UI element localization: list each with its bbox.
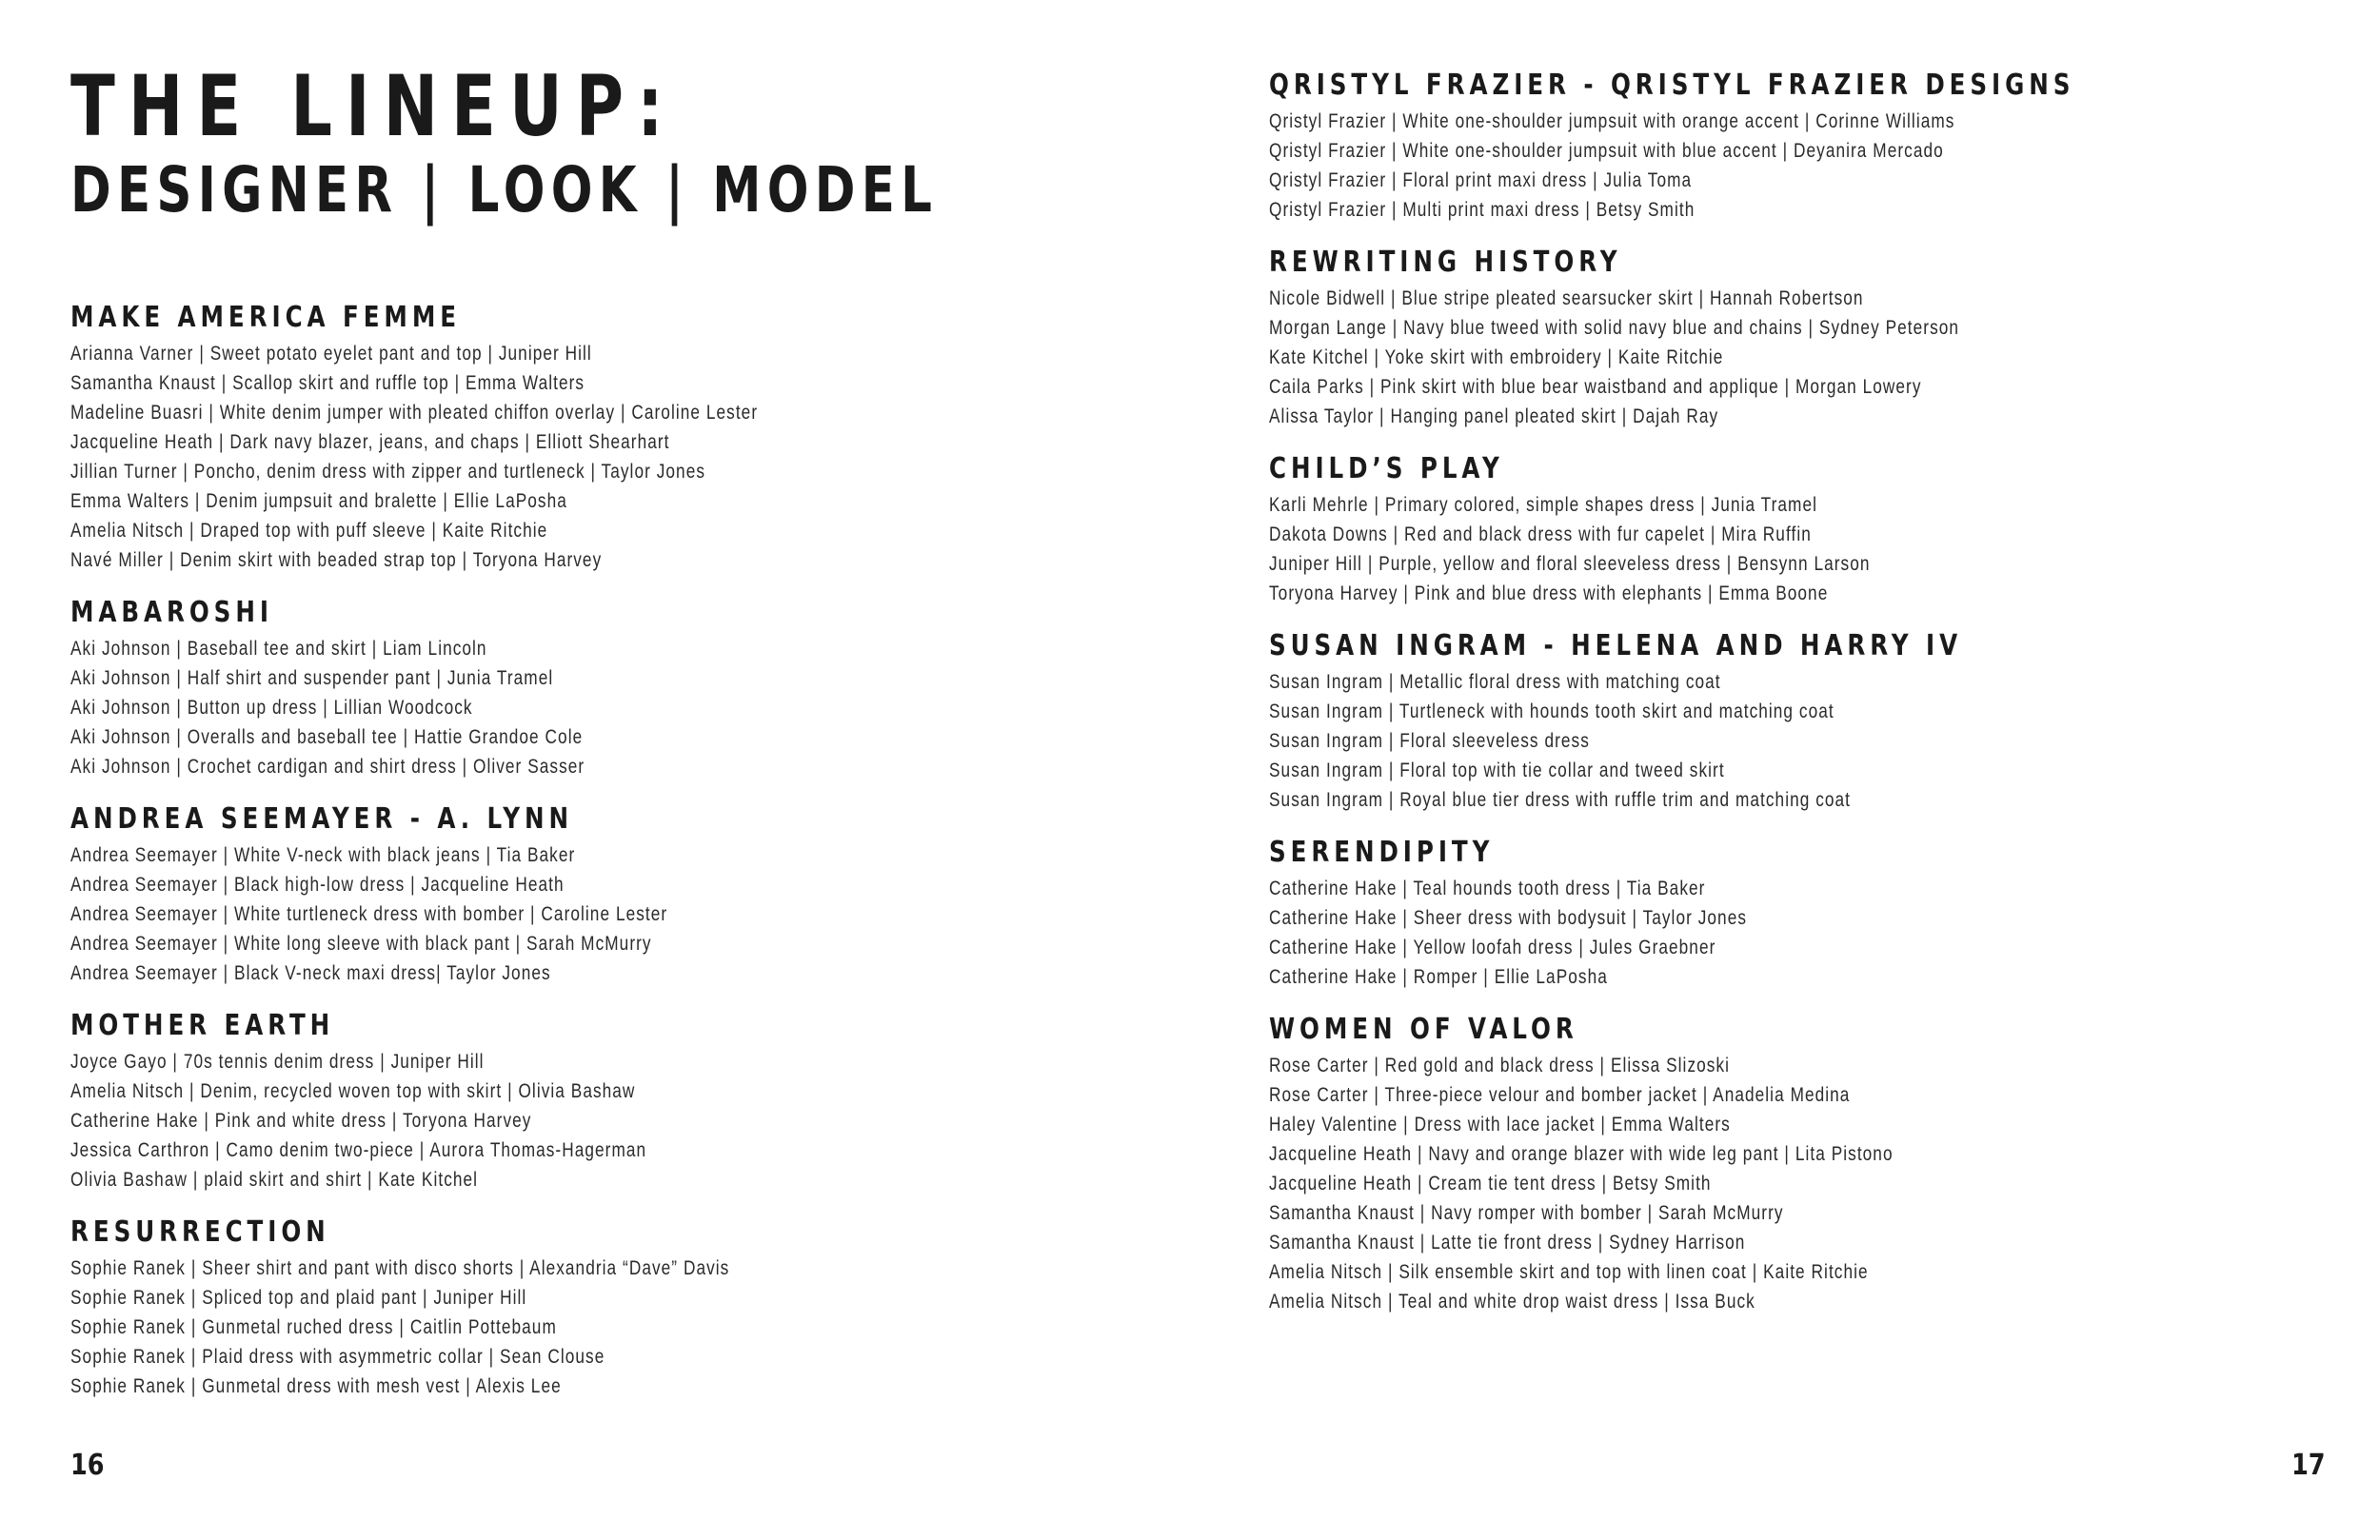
lineup-entry: Amelia Nitsch | Denim, recycled woven top with skirt | Olivia Bashaw [70, 1080, 636, 1102]
lineup-entry: Juniper Hill | Purple, yellow and floral sleeveless dress | Bensynn Larson [1269, 553, 1871, 575]
lineup-entry: Joyce Gayo | 70s tennis denim dress | Juniper Hill [70, 1051, 485, 1073]
lineup-entry: Susan Ingram | Metallic floral dress with matching coat [1269, 671, 1721, 693]
section-title: SUSAN INGRAM - HELENA AND HARRY IV [1269, 629, 1963, 662]
lineup-entry: Haley Valentine | Dress with lace jacket | Emma Walters [1269, 1114, 1731, 1135]
lineup-entry: Susan Ingram | Turtleneck with hounds tooth skirt and matching coat [1269, 701, 1835, 722]
lineup-entry: Sophie Ranek | Sheer shirt and pant with disco shorts | Alexandria “Dave” Davis [70, 1257, 730, 1279]
section-title: QRISTYL FRAZIER - QRISTYL FRAZIER DESIGNS [1269, 69, 2075, 102]
lineup-entry: Sophie Ranek | Gunmetal dress with mesh vest | Alexis Lee [70, 1375, 562, 1397]
lineup-entry: Nicole Bidwell | Blue stripe pleated searsucker skirt | Hannah Robertson [1269, 287, 1864, 309]
page-subtitle: DESIGNER | LOOK | MODEL [70, 153, 939, 227]
lineup-entry: Jacqueline Heath | Cream tie tent dress | Betsy Smith [1269, 1173, 1712, 1194]
lineup-section [70, 594, 1118, 781]
lineup-entry: Qristyl Frazier | White one-shoulder jumpsuit with blue accent | Deyanira Mercado [1269, 140, 1944, 162]
lineup-entry: Qristyl Frazier | White one-shoulder jumpsuit with orange accent | Corinne Williams [1269, 110, 1955, 132]
lineup-entry: Sophie Ranek | Spliced top and plaid pant | Juniper Hill [70, 1287, 527, 1309]
lineup-entry: Amelia Nitsch | Teal and white drop waist dress | Issa Buck [1269, 1291, 1755, 1313]
section-title: RESURRECTION [70, 1215, 330, 1249]
lineup-entry: Susan Ingram | Floral sleeveless dress [1269, 730, 1590, 752]
lineup-section [1269, 834, 2316, 992]
lineup-entry: Dakota Downs | Red and black dress with fur capelet | Mira Ruffin [1269, 523, 1812, 545]
lineup-section [70, 299, 1118, 575]
lineup-entry: Karli Mehrle | Primary colored, simple shapes dress | Junia Tramel [1269, 494, 1817, 516]
lineup-entry: Rose Carter | Three-piece velour and bomber jacket | Anadelia Medina [1269, 1084, 1851, 1106]
lineup-entry: Madeline Buasri | White denim jumper with pleated chiffon overlay | Caroline Lester [70, 402, 759, 424]
lineup-entry: Caila Parks | Pink skirt with blue bear waistband and applique | Morgan Lowery [1269, 376, 1922, 398]
lineup-entry: Catherine Hake | Romper | Ellie LaPosha [1269, 966, 1608, 988]
lineup-entry: Andrea Seemayer | Black high-low dress | Jacqueline Heath [70, 874, 565, 896]
lineup-entry: Aki Johnson | Crochet cardigan and shirt dress | Oliver Sasser [70, 756, 585, 778]
lineup-entry: Samantha Knaust | Navy romper with bomber | Sarah McMurry [1269, 1202, 1784, 1224]
lineup-entry: Sophie Ranek | Plaid dress with asymmetric collar | Sean Clouse [70, 1346, 605, 1368]
section-title: MABAROSHI [70, 596, 273, 629]
lineup-section [1269, 627, 2316, 815]
lineup-entry: Rose Carter | Red gold and black dress | Elissa Slizoski [1269, 1055, 1731, 1076]
lineup-entry: Aki Johnson | Baseball tee and skirt | Liam Lincoln [70, 638, 487, 660]
lineup-entry: Aki Johnson | Overalls and baseball tee | Hattie Grandoe Cole [70, 726, 584, 748]
lineup-section [1269, 1011, 2316, 1316]
lineup-section [1269, 67, 2316, 225]
lineup-entry: Andrea Seemayer | White V-neck with black jeans | Tia Baker [70, 844, 576, 866]
page-title: THE LINEUP: [70, 57, 677, 155]
lineup-entry: Amelia Nitsch | Draped top with puff sleeve | Kaite Ritchie [70, 520, 548, 542]
lineup-entry: Samantha Knaust | Latte tie front dress | Sydney Harrison [1269, 1232, 1746, 1254]
lineup-entry: Kate Kitchel | Yoke skirt with embroidery | Kaite Ritchie [1269, 346, 1724, 368]
lineup-entry: Jacqueline Heath | Navy and orange blazer with wide leg pant | Lita Pistono [1269, 1143, 1894, 1165]
lineup-entry: Qristyl Frazier | Multi print maxi dress | Betsy Smith [1269, 199, 1696, 221]
lineup-entry: Aki Johnson | Half shirt and suspender pant | Junia Tramel [70, 667, 554, 689]
lineup-entry: Qristyl Frazier | Floral print maxi dress | Julia Toma [1269, 169, 1693, 191]
lineup-entry: Susan Ingram | Royal blue tier dress with ruffle trim and matching coat [1269, 789, 1852, 811]
lineup-entry: Catherine Hake | Teal hounds tooth dress | Tia Baker [1269, 878, 1706, 899]
page-number-left: 16 [70, 1449, 105, 1482]
right-lineup-column [1269, 67, 2316, 1335]
lineup-entry: Andrea Seemayer | White long sleeve with black pant | Sarah McMurry [70, 933, 652, 955]
lineup-entry: Samantha Knaust | Scallop skirt and ruffle top | Emma Walters [70, 372, 585, 394]
lineup-section [70, 800, 1118, 988]
section-title: CHILD’S PLAY [1269, 452, 1504, 485]
lineup-section [70, 1214, 1118, 1401]
section-title: WOMEN OF VALOR [1269, 1013, 1578, 1046]
section-title: REWRITING HISTORY [1269, 246, 1622, 279]
lineup-entry: Olivia Bashaw | plaid skirt and shirt | Kate Kitchel [70, 1169, 479, 1191]
lineup-entry: Sophie Ranek | Gunmetal ruched dress | Caitlin Pottebaum [70, 1316, 557, 1338]
lineup-entry: Catherine Hake | Pink and white dress | Toryona Harvey [70, 1110, 532, 1132]
lineup-entry: Morgan Lange | Navy blue tweed with solid navy blue and chains | Sydney Peterson [1269, 317, 1960, 339]
lineup-entry: Alissa Taylor | Hanging panel pleated skirt | Dajah Ray [1269, 405, 1719, 427]
page-number-right: 17 [2291, 1449, 2326, 1482]
section-title: MOTHER EARTH [70, 1009, 335, 1042]
lineup-entry: Jillian Turner | Poncho, denim dress with zipper and turtleneck | Taylor Jones [70, 461, 706, 483]
section-title: MAKE AMERICA FEMME [70, 301, 461, 334]
left-lineup-column [70, 299, 1118, 1420]
lineup-entry: Jessica Carthron | Camo denim two-piece | Aurora Thomas-Hagerman [70, 1139, 647, 1161]
section-title: ANDREA SEEMAYER - A. LYNN [70, 802, 574, 836]
lineup-entry: Jacqueline Heath | Dark navy blazer, jeans, and chaps | Elliott Shearhart [70, 431, 670, 453]
lineup-entry: Amelia Nitsch | Silk ensemble skirt and top with linen coat | Kaite Ritchie [1269, 1261, 1869, 1283]
lineup-section [70, 1007, 1118, 1194]
lineup-entry: Toryona Harvey | Pink and blue dress with elephants | Emma Boone [1269, 582, 1829, 604]
lineup-entry: Catherine Hake | Sheer dress with bodysuit | Taylor Jones [1269, 907, 1748, 929]
lineup-entry: Catherine Hake | Yellow loofah dress | Jules Graebner [1269, 937, 1716, 958]
lineup-entry: Andrea Seemayer | White turtleneck dress with bomber | Caroline Lester [70, 903, 668, 925]
lineup-entry: Susan Ingram | Floral top with tie collar and tweed skirt [1269, 760, 1725, 781]
right-page [1190, 0, 2380, 1540]
lineup-entry: Aki Johnson | Button up dress | Lillian Woodcock [70, 697, 473, 719]
lineup-section [1269, 450, 2316, 608]
lineup-entry: Arianna Varner | Sweet potato eyelet pant and top | Juniper Hill [70, 343, 592, 365]
lineup-entry: Navé Miller | Denim skirt with beaded strap top | Toryona Harvey [70, 549, 603, 571]
lineup-entry: Emma Walters | Denim jumpsuit and bralette | Ellie LaPosha [70, 490, 567, 512]
section-title: SERENDIPITY [1269, 836, 1495, 869]
lineup-section [1269, 244, 2316, 431]
lineup-entry: Andrea Seemayer | Black V-neck maxi dress| Taylor Jones [70, 962, 551, 984]
